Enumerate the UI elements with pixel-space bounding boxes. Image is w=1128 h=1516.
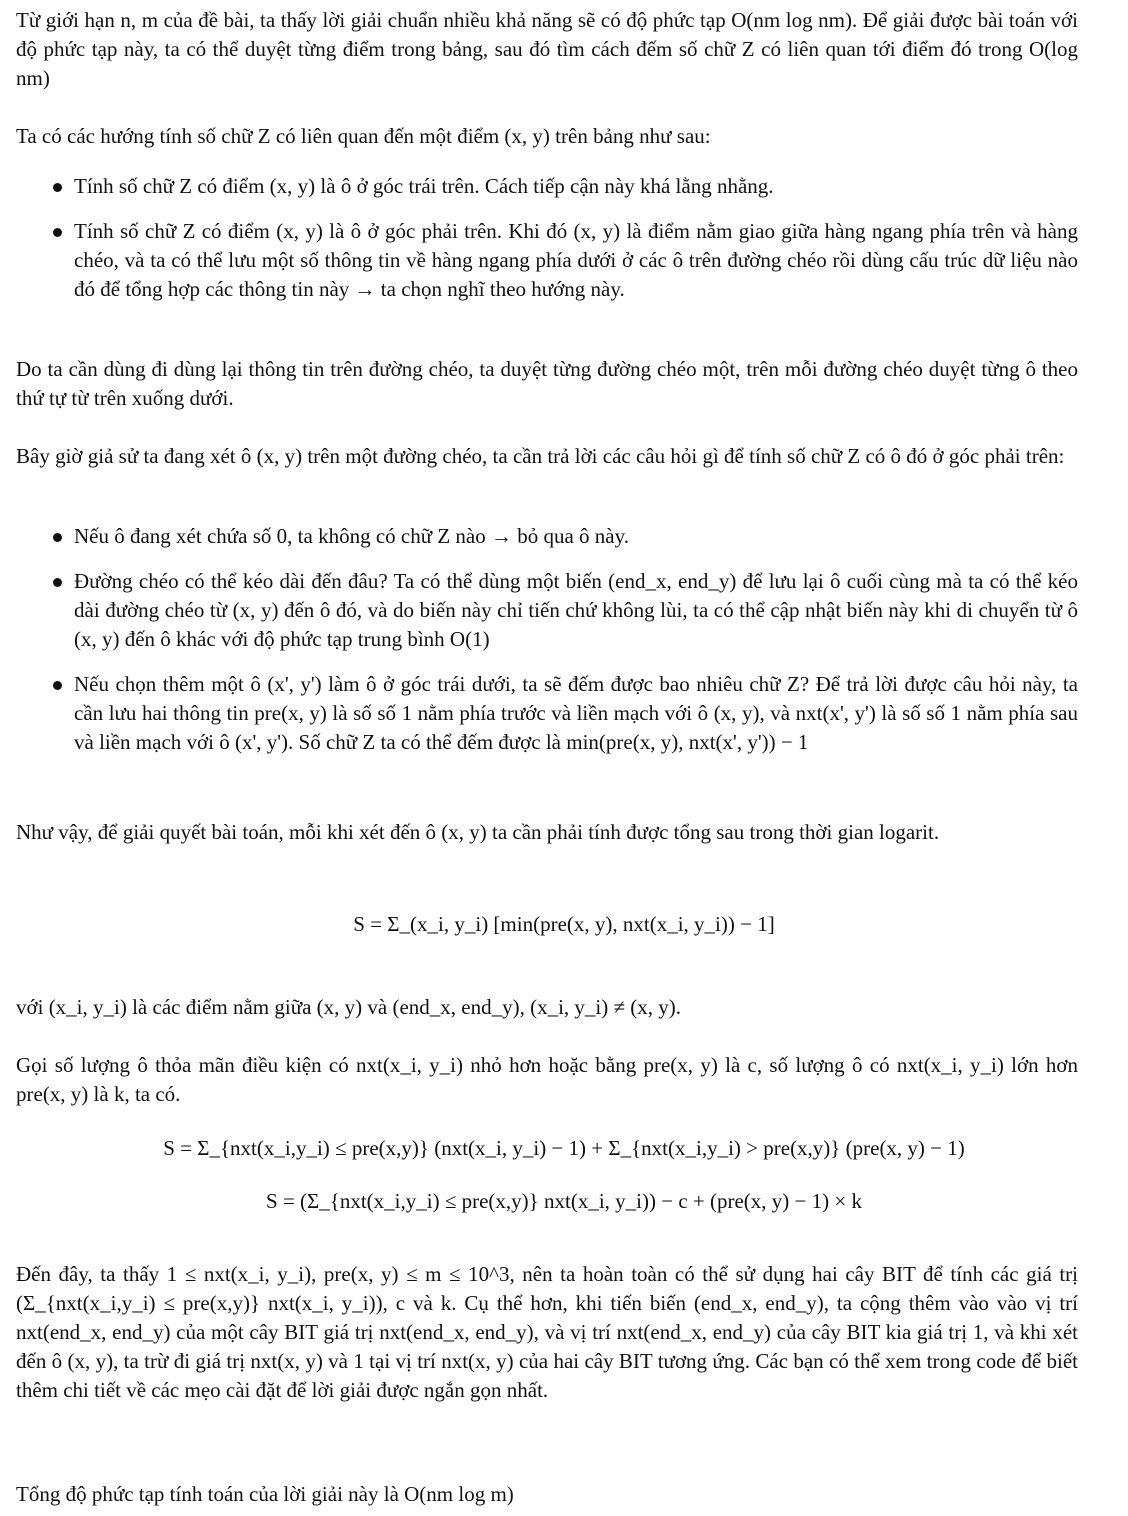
paragraph-intro: Từ giới hạn n, m của đề bài, ta thấy lời giải chuẩn nhiều khả năng sẽ có độ phức tạp O(nm log nm). Để giải được bài toán với độ phức tạp này, ta có thể duyệt từng điểm trong bảng, sau đó tìm cách đếm số chữ Z có liên quan tới điểm đó trong O(log nm) xyxy=(16,8,1078,90)
paragraph-range: với (x_i, y_i) là các điểm nằm giữa (x, y) và (end_x, end_y), (x_i, y_i) ≠ (x, y). xyxy=(16,995,681,1019)
bullet-count-z: Nếu chọn thêm một ô (x', y') làm ô ở góc trái dưới, ta sẽ đếm được bao nhiêu chữ Z? Để trả lời được câu hỏi này, ta cần lưu hai thông tin pre(x, y) là số số 1 nằm phía trước và liền mạch với ô (x, y), và nxt(x', y') là số số 1 nằm phía sau và liền mạch với ô (x', y'). Số chữ Z ta có thể đếm được là min(pre(x, y), nxt(x', y')) − 1 xyxy=(74,672,1078,754)
paragraph-sum: Như vậy, để giải quyết bài toán, mỗi khi xét đến ô (x, y) ta cần phải tính được tổng sau trong thời gian logarit. xyxy=(16,820,940,844)
bullet-extend: Đường chéo có thể kéo dài đến đâu? Ta có thể dùng một biến (end_x, end_y) để lưu lại ô cuối cùng mà ta có thể kéo dài đường chéo từ (x, y) đến ô đó, và do biến này chỉ tiến chứ không lùi, ta có thể cập nhật biến này khi di chuyển từ ô (x, y) đến ô khác với độ phức tạp trung bình O(1) xyxy=(74,569,1078,651)
bullet-top-right: Tính số chữ Z có điểm (x, y) là ô ở góc phải trên. Khi đó (x, y) là điểm nằm giao giữa hàng ngang phía trên và hàng chéo, và ta có thể lưu một số thông tin về hàng ngang phía dưới ở các ô trên đường chéo rồi dùng cấu trúc dữ liệu nào đó để tổng hợp các thông tin này → ta chọn nghĩ theo hướng này. xyxy=(74,219,1078,301)
paragraph-directions: Ta có các hướng tính số chữ Z có liên quan đến một điểm (x, y) trên bảng như sau: xyxy=(16,124,711,148)
equation-s-split: S = Σ_{nxt(x_i,y_i) ≤ pre(x,y)} (nxt(x_i, y_i) − 1) + Σ_{nxt(x_i,y_i) > pre(x,y)} (pre(x, y) − 1) xyxy=(163,1136,965,1160)
bullet-dot xyxy=(53,578,62,587)
bullet-dot xyxy=(53,228,62,237)
paragraph-complexity: Tổng độ phức tạp tính toán của lời giải này là O(nm log m) xyxy=(16,1482,514,1506)
bullet-dot xyxy=(53,533,62,542)
bullet-dot xyxy=(53,681,62,690)
equation-s-bit: S = (Σ_{nxt(x_i,y_i) ≤ pre(x,y)} nxt(x_i, y_i)) − c + (pre(x, y) − 1) × k xyxy=(266,1189,862,1213)
bullet-top-left: Tính số chữ Z có điểm (x, y) là ô ở góc trái trên. Cách tiếp cận này khá lằng nhằng. xyxy=(74,174,774,198)
paragraph-bit: Đến đây, ta thấy 1 ≤ nxt(x_i, y_i), pre(x, y) ≤ m ≤ 10^3, nên ta hoàn toàn có thể sử dụng hai cây BIT để tính các giá trị (Σ_{nxt(x_i,y_i) ≤ pre(x,y)} nxt(x_i, y_i)), c và k. Cụ thể hơn, khi tiến biến (end_x, end_y), ta cộng thêm vào vào vị trí nxt(end_x, end_y) của một cây BIT giá trị nxt(end_x, end_y), và vị trí nxt(end_x, end_y) của cây BIT kia giá trị 1, và khi xét đến ô (x, y), ta trừ đi giá trị nxt(x, y) và 1 tại vị trí nxt(x, y) của hai cây BIT tương ứng. Các bạn có thể xem trong code để biết thêm chi tiết về các mẹo cài đặt để lời giải được ngắn gọn nhất. xyxy=(16,1262,1078,1402)
equation-s-sum: S = Σ_(x_i, y_i) [min(pre(x, y), nxt(x_i, y_i)) − 1] xyxy=(353,912,775,936)
paragraph-questions: Bây giờ giả sử ta đang xét ô (x, y) trên một đường chéo, ta cần trả lời các câu hỏi gì để tính số chữ Z có ô đó ở góc phải trên: xyxy=(16,444,1065,468)
bullet-zero-cell: Nếu ô đang xét chứa số 0, ta không có chữ Z nào → bỏ qua ô này. xyxy=(74,524,630,548)
bullet-dot xyxy=(53,183,62,192)
paragraph-diagonal: Do ta cần dùng đi dùng lại thông tin trên đường chéo, ta duyệt từng đường chéo một, trên mỗi đường chéo duyệt từng ô theo thứ tự từ trên xuống dưới. xyxy=(16,357,1078,410)
paragraph-c-k: Gọi số lượng ô thỏa mãn điều kiện có nxt(x_i, y_i) nhỏ hơn hoặc bằng pre(x, y) là c, số lượng ô có nxt(x_i, y_i) lớn hơn pre(x, y) là k, ta có. xyxy=(16,1053,1078,1106)
